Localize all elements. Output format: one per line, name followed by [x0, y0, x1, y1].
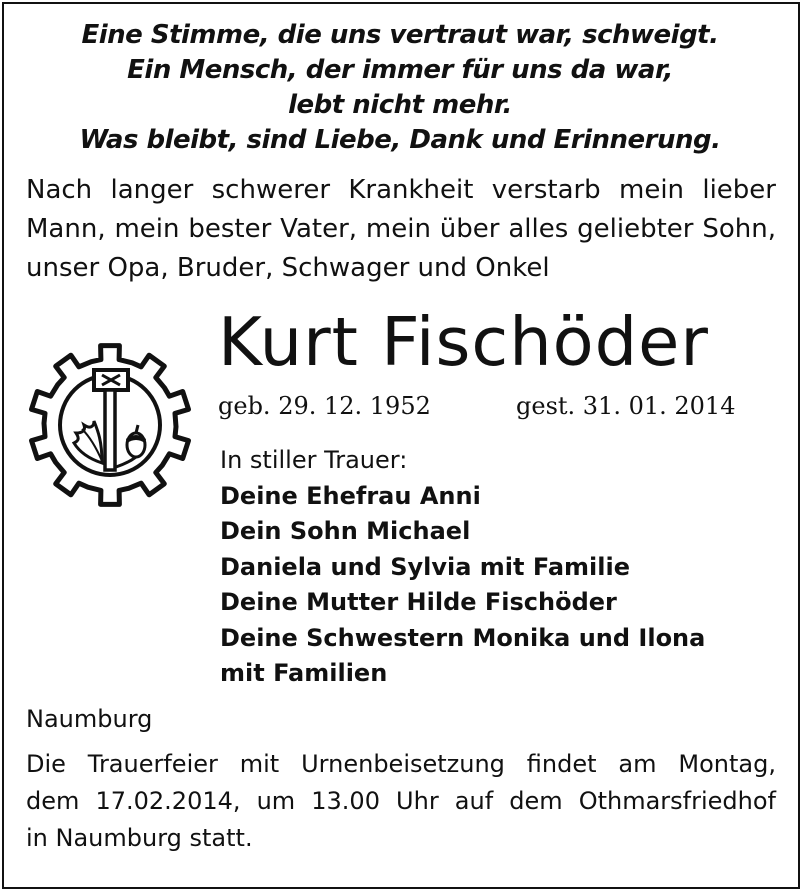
funeral-line: dem 17.02.2014, um 13.00 Uhr auf dem Othmarsfriedhof: [26, 787, 776, 815]
memorial-poem: [40, 18, 760, 158]
death-date: gest. 31. 01. 2014: [516, 392, 736, 420]
funeral-line: in Naumburg statt.: [26, 824, 253, 852]
mourner-name: mit Familien: [220, 659, 388, 687]
funeral-notice: [26, 746, 776, 857]
poem-line: Ein Mensch, der immer für uns da war,: [127, 55, 673, 85]
poem-line: lebt nicht mehr.: [288, 90, 512, 120]
gear-hammer-oak-emblem-icon: [20, 335, 200, 515]
place-name: Naumburg: [26, 705, 153, 733]
announcement-line: Mann, mein bester Vater, mein über alles geliebter Sohn,: [26, 214, 776, 244]
death-announcement-text: [26, 171, 776, 288]
hammer-handle: [105, 390, 115, 470]
mourners-block: [220, 443, 780, 692]
announcement-line: Nach langer schwerer Krankheit verstarb mein lieber: [26, 175, 776, 205]
mourning-lead: In stiller Trauer:: [220, 446, 408, 474]
poem-line: Eine Stimme, die uns vertraut war, schweigt.: [81, 20, 719, 50]
birth-date: geb. 29. 12. 1952: [218, 392, 431, 420]
announcement-line: unser Opa, Bruder, Schwager und Onkel: [26, 253, 550, 283]
mourner-name: Deine Schwestern Monika und Ilona: [220, 623, 706, 652]
oak-leaf: [74, 421, 102, 463]
mourner-name: Daniela und Sylvia mit Familie: [220, 552, 630, 581]
mourner-name: Deine Mutter Hilde Fischöder: [220, 588, 617, 616]
mourner-name: Dein Sohn Michael: [220, 517, 471, 545]
mourner-name: Deine Ehefrau Anni: [220, 481, 481, 510]
poem-line: Was bleibt, sind Liebe, Dank und Erinnerung.: [79, 125, 721, 155]
deceased-name: Kurt Fischöder: [218, 303, 709, 381]
funeral-line: Die Trauerfeier mit Urnenbeisetzung findet am Montag,: [26, 750, 776, 778]
